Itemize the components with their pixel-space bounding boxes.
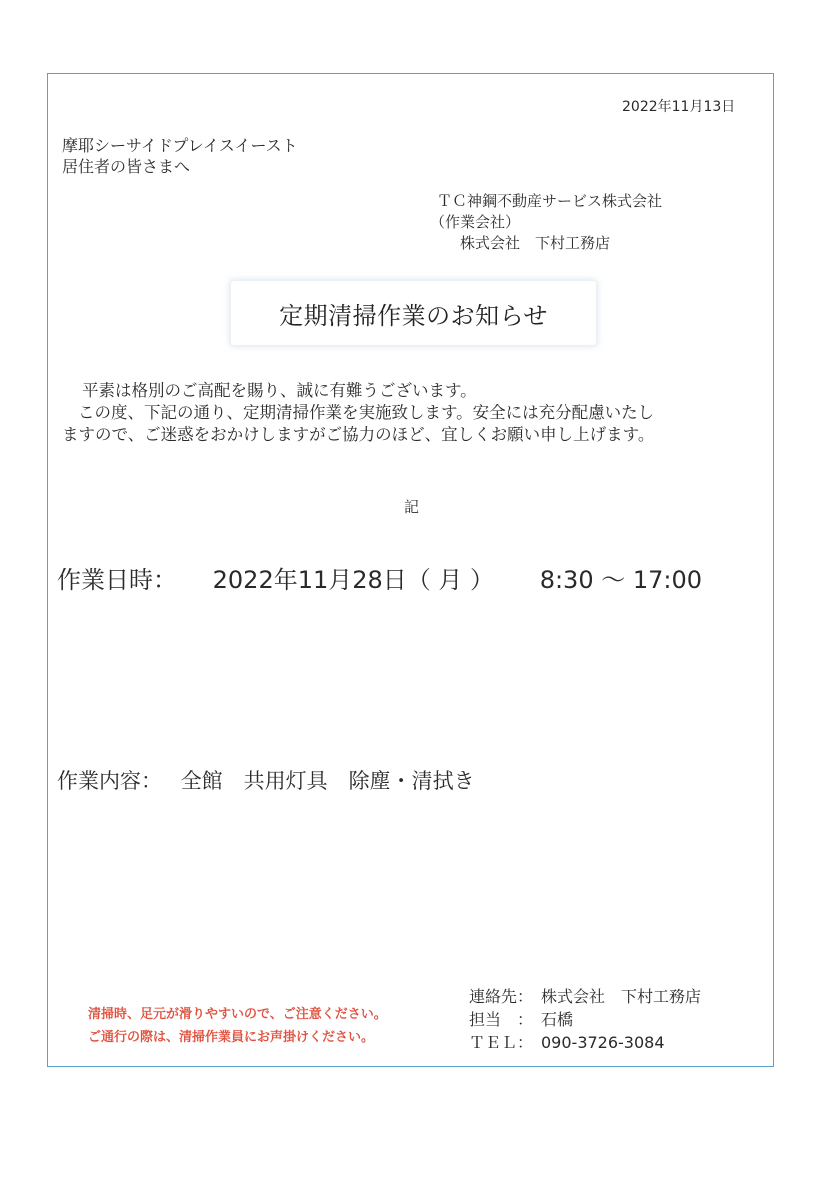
schedule-row	[57, 560, 702, 595]
caution-line-1: 清掃時、足元が滑りやすいので、ご注意ください。	[88, 1007, 387, 1022]
person-value: 石橋	[541, 1010, 574, 1029]
recipient-building: 摩耶シーサイドプレイスイースト	[62, 136, 298, 155]
schedule-time: 8:30 ～ 17:00	[539, 566, 703, 594]
sender-role: （作業会社）	[430, 213, 521, 231]
person-key: 担当 ：	[469, 1010, 534, 1029]
person-row	[469, 1008, 701, 1031]
tel-value: 090-3726-3084	[541, 1033, 665, 1052]
sender-contractor: 株式会社 下村工務店	[460, 234, 611, 252]
body-paragraph	[62, 380, 654, 446]
caution-line-2: ご通行の際は、清掃作業員にお声掛けください。	[88, 1030, 375, 1045]
page-title: 定期清掃作業のお知らせ	[279, 301, 548, 330]
contact-value: 株式会社 下村工務店	[541, 987, 702, 1006]
sender-company: ＴＣ神鋼不動産サービス株式会社	[437, 192, 663, 210]
issue-date: 2022年11月13日	[622, 99, 736, 115]
tel-row	[469, 1031, 701, 1054]
body-line-2: この度、下記の通り、定期清掃作業を実施致します。安全には充分配慮いたし	[78, 403, 655, 422]
work-content: 全館 共用灯具 除塵・清拭き	[180, 769, 475, 793]
title-box	[231, 281, 596, 345]
schedule-label: 作業日時：	[57, 566, 177, 594]
ki-marker: 記	[404, 498, 420, 516]
body-line-1: 平素は格別のご高配を賜り、誠に有難うございます。	[82, 381, 477, 400]
recipient-block	[62, 135, 298, 177]
contact-block	[469, 985, 701, 1054]
work-row	[57, 765, 475, 795]
tel-key: ＴＥＬ：	[469, 1033, 534, 1052]
body-line-3: ますので、ご迷惑をおかけしますがご協力のほど、宜しくお願い申し上げます。	[62, 425, 655, 444]
work-label: 作業内容：	[57, 769, 162, 793]
contact-key: 連絡先：	[469, 987, 534, 1006]
schedule-date: 2022年11月28日（ 月 ）	[212, 566, 495, 594]
caution-notes	[88, 1003, 387, 1049]
recipient-residents: 居住者の皆さまへ	[62, 157, 191, 176]
sender-block	[422, 191, 662, 254]
contact-row	[469, 985, 701, 1008]
